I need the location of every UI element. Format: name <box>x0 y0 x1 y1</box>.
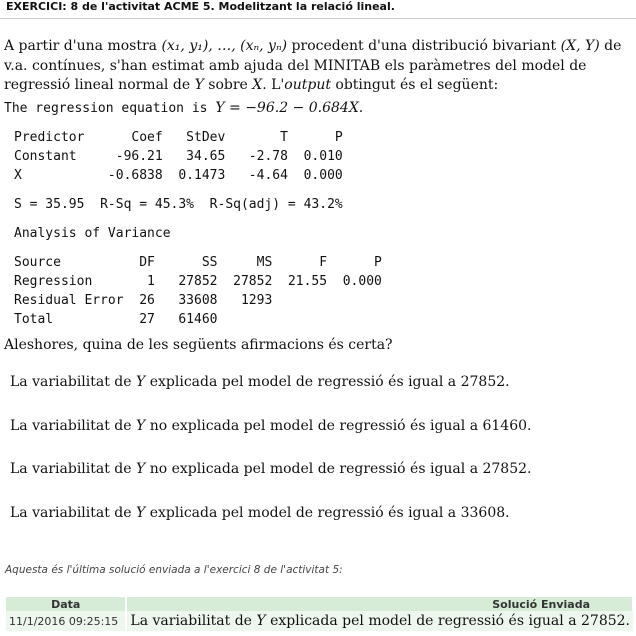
bivariate-formula: (X, Y) <box>560 38 600 54</box>
option-2-var: Y <box>136 418 146 434</box>
intro-text-6: obtingut és el següent: <box>330 77 499 93</box>
intro-text-2: procedent d'una distribució bivariant <box>287 38 561 54</box>
option-3-var: Y <box>136 461 146 477</box>
option-4-text-a: La variabilitat de <box>10 505 137 521</box>
regression-equation-end: . <box>358 100 364 116</box>
fit-statistics: S = 35.95 R-Sq = 45.3% R-Sq(adj) = 43.2% <box>14 197 343 212</box>
anova-row-regression: Regression 1 27852 27852 21.55 0.000 <box>14 274 382 289</box>
option-1-text-a: La variabilitat de <box>10 374 137 390</box>
anova-title: Analysis of Variance <box>14 226 171 241</box>
intro-text-4: sobre <box>203 77 253 93</box>
option-1-text-b: explicada pel model de regressió és igual a 27852. <box>145 374 510 390</box>
table-row <box>6 611 633 631</box>
answer-option-1[interactable] <box>10 374 510 390</box>
intro-text-3: de v.a. contínues, s'han estimat amb ajuda del MINITAB els paràmetres del model de regressió lineal normal de <box>4 38 622 93</box>
question-text: Aleshores, quina de les següents afirmacions és certa? <box>4 337 393 353</box>
submission-date: 11/1/2016 09:25:15 <box>6 611 126 631</box>
submitted-answer-text-a: La variabilitat de <box>130 613 257 629</box>
problem-statement <box>4 37 630 96</box>
answer-option-3[interactable] <box>10 461 531 477</box>
coefficient-table-header: Predictor Coef StDev T P <box>14 130 343 145</box>
intro-text-5: . L' <box>262 77 285 93</box>
option-4-var: Y <box>136 505 146 521</box>
exercise-title: EXERCICI: 8 de l'activitat ACME 5. Modelitzant la relació lineal. <box>6 0 395 13</box>
var-x: X <box>252 77 263 93</box>
option-3-text-b: no explicada pel model de regressió és igual a 27852. <box>145 461 532 477</box>
column-header-solution: Solució Enviada <box>126 597 633 611</box>
column-header-date: Data <box>6 597 126 611</box>
answer-option-4[interactable] <box>10 505 510 521</box>
coefficient-row-x: X -0.6838 0.1473 -4.64 0.000 <box>14 168 343 183</box>
anova-header: Source DF SS MS F P <box>14 255 382 270</box>
submitted-answer-var: Y <box>256 613 266 629</box>
last-solution-note: Aquesta és l'última solució enviada a l'exercici 8 de l'activitat 5: <box>5 564 343 576</box>
submitted-solution-table <box>6 597 634 631</box>
sample-formula: (x₁, y₁), …, (xₙ, yₙ) <box>161 38 288 54</box>
regression-equation <box>4 100 363 116</box>
option-4-text-b: explicada pel model de regressió és igual a 33608. <box>145 505 510 521</box>
output-word: output <box>284 77 331 93</box>
table-header-row <box>6 597 633 611</box>
intro-text-1: A partir d'una mostra <box>4 38 162 54</box>
option-3-text-a: La variabilitat de <box>10 461 137 477</box>
exercise-header <box>0 0 636 19</box>
option-2-text-b: no explicada pel model de regressió és igual a 61460. <box>145 418 532 434</box>
anova-row-residual: Residual Error 26 33608 1293 <box>14 293 273 308</box>
option-1-var: Y <box>136 374 146 390</box>
regression-equation-label: The regression equation is <box>4 101 216 116</box>
answer-option-2[interactable] <box>10 418 531 434</box>
option-2-text-a: La variabilitat de <box>10 418 137 434</box>
regression-formula: Y = −96.2 − 0.684X <box>215 100 359 116</box>
coefficient-row-constant: Constant -96.21 34.65 -2.78 0.010 <box>14 149 343 164</box>
submitted-answer-text-b: explicada pel model de regressió és igual a 27852. <box>265 613 630 629</box>
var-y: Y <box>194 77 204 93</box>
submitted-answer <box>126 611 633 631</box>
anova-row-total: Total 27 61460 <box>14 312 218 327</box>
